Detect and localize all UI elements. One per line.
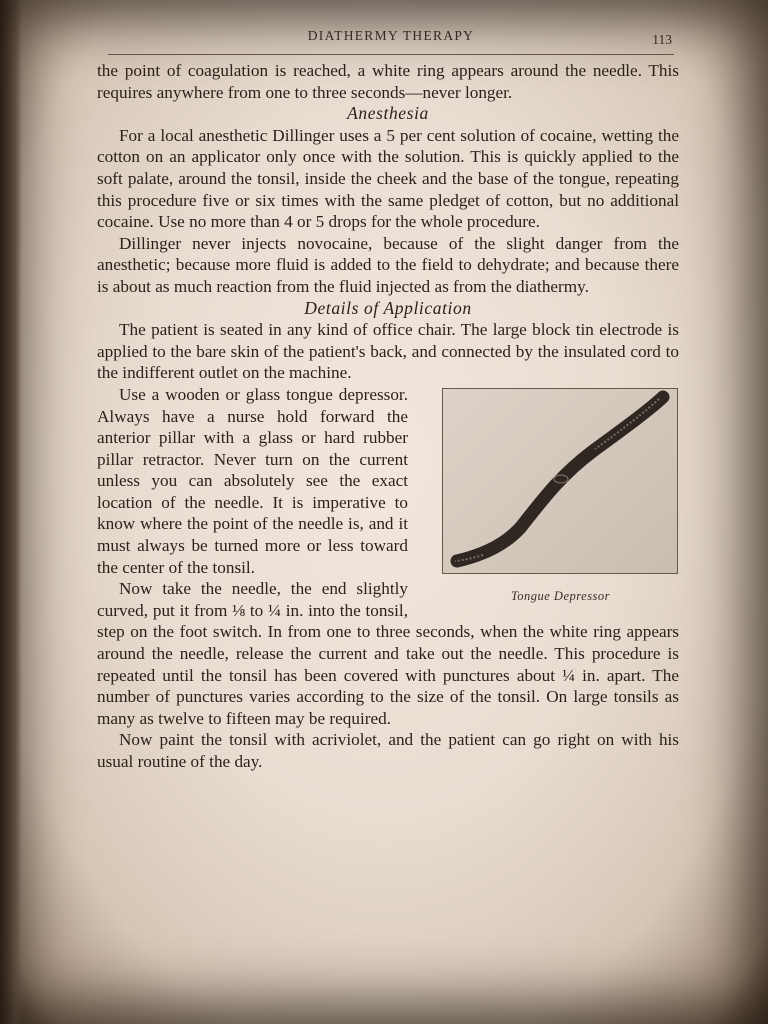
section-heading-details: Details of Application: [304, 297, 472, 318]
intro-paragraph: the point of coagulation is reached, a white ring appears around the needle. This requires anywhere from one to three seconds—never longer.: [97, 61, 679, 102]
figure-caption: Tongue Depressor: [510, 588, 611, 603]
page-binding-shadow: [0, 0, 22, 1024]
running-head: DIATHERMY THERAPY: [307, 28, 475, 43]
page-number: 113: [652, 32, 672, 47]
figure-frame: [442, 388, 678, 574]
anesthesia-paragraph-1: For a local anesthetic Dillinger uses a 5 per cent solution of cocaine, wetting the cotton on an applicator only once with the solution. This is quickly applied to the soft palate, around the tonsil, inside the cheek and the base of the tongue, repeating this procedure five or six times with the same pledget of cotton, but no additional cocaine. Use no more than 4 or 5 drops for the whole procedure.: [97, 125, 679, 232]
anesthesia-paragraph-2: Dillinger never injects novocaine, because of the slight danger from the anesthetic; because more fluid is added to the field to dehydrate; and because there is about as much reaction from the fluid injected as from the diathermy.: [97, 233, 679, 296]
page-body: [97, 60, 679, 773]
tongue-depressor-figure: [434, 388, 679, 608]
page-header: [108, 24, 674, 55]
details-paragraph-1: The patient is seated in any kind of office chair. The large block tin electrode is applied to the bare skin of the patient's back, and connected by the insulated cord to the indifferent outlet on the machine.: [97, 320, 679, 383]
section-heading-anesthesia: Anesthesia: [347, 103, 429, 124]
tongue-depressor-photo-icon: [443, 389, 677, 573]
details-paragraph-4: Now paint the tonsil with acriviolet, and the patient can go right on with his usual routine of the day.: [97, 730, 679, 771]
details-paragraph-3: Now take the needle, the end slightly curved, put it from ⅛ to ¼ in. into the tonsil, step on the foot switch. In from one to three seconds, when the white ring appears around the needle, release the current and take out the needle. This procedure is repeated until the tonsil has been covered with punctures about ¼ in. apart. The number of punctures varies according to the size of the tonsil. On large tonsils as many as twelve to fifteen may be required.: [97, 579, 679, 728]
details-paragraph-2: Use a wooden or glass tongue depressor. Always have a nurse hold forward the anterior pillar with a glass or hard rubber pillar retractor. Never turn on the current unless you can absolutely see the exact location of the needle. It is imperative to know where the point of the needle is, and it must always be turned more or less toward the center of the tonsil.: [97, 384, 408, 577]
